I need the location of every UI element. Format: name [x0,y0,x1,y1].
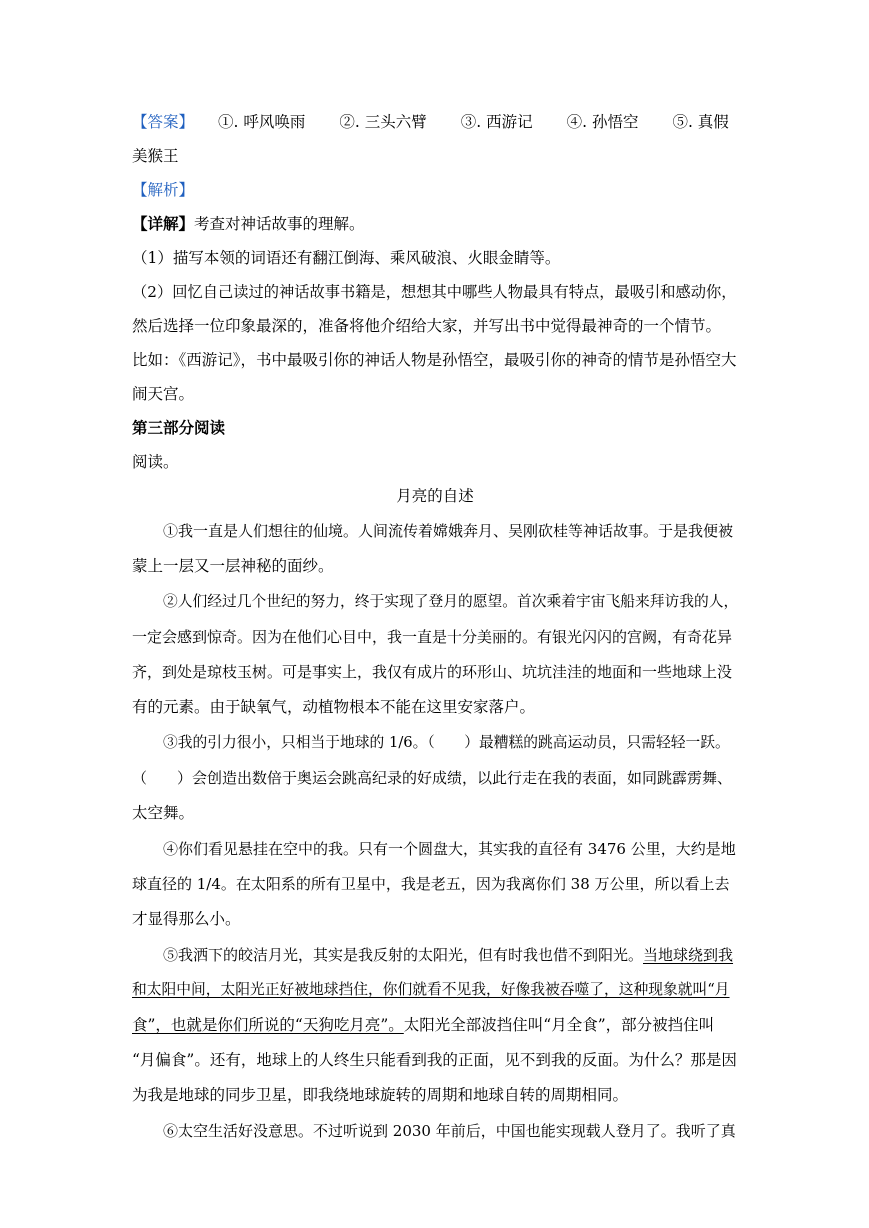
article-p1-line-1: ①我一直是人们想往的仙境。人间流传着嫦娥奔月、吴刚砍桂等神话故事。于是我便被 [163,522,734,540]
article-p2-line-4: 有的元素。由于缺氧气，动植物根本不能在这里安家落户。 [132,698,536,716]
article-p5-line-2-underlined: 和太阳中间，太阳光正好被地球挡住，你们就看不见我，好像我被吞噬了，这种现象就叫“月 [132,981,730,998]
article-p4-line-2: 球直径的 1/4。在太阳系的所有卫星中，我是老五，因为我离你们 38 万公里，所以看上去 [132,875,730,893]
detail-example-line-2: 闹天宫。 [132,385,195,403]
section-instruction: 阅读。 [132,453,179,471]
article-p5-line-3 [132,1015,738,1035]
detail-point-1: （1）描写本领的词语还有翻江倒海、乘风破浪、火眼金睛等。 [132,249,561,267]
article-p5-line-5: 为我是地球的同步卫星，即我绕地球旋转的周期和地球自转的周期相同。 [132,1086,629,1104]
answer-item-2: ②. 三头六臂 [339,113,427,131]
analysis-label: 【解析】 [132,181,195,199]
article-p2-line-1: ②人们经过几个世纪的努力，终于实现了登月的愿望。首次乘着宇宙飞船来拜访我的人， [163,593,739,610]
section-title: 第三部分阅读 [132,418,226,437]
article-p3-line-3: 太空舞。 [132,804,195,822]
article-p4-line-1: ④你们看见悬挂在空中的我。只有一个圆盘大，其实我的直径有 3476 公里，大约是地 [163,840,736,858]
answer-item-5: ⑤. 真假 [672,113,729,131]
article-p5-line-4: “月偏食”。还有，地球上的人终生只能看到我的正面，见不到我的反面。为什么？那是因 [132,1051,737,1069]
detail-label: 【详解】 [132,214,195,233]
detail-text: 考查对神话故事的理解。 [194,215,365,233]
article-p4-line-3: 才显得那么小。 [132,910,241,928]
answer-item-3: ③. 西游记 [460,113,533,131]
article-p5-line-3-plain: 太阳光全部波挡住叫“月全食”，部分被挡住叫 [403,1016,715,1034]
article-p3-line-1: ③我的引力很小，只相当于地球的 1/6。（ ）最糟糕的跳高运动员，只需轻轻一跃。 [163,734,730,751]
answer-wrap: 美猴王 [132,147,179,165]
answer-item-4: ④. 孙悟空 [566,113,639,131]
detail-example-line-1: 比如：《西游记》，书中最吸引你的神话人物是孙悟空，最吸引你的神奇的情节是孙悟空大 [132,351,737,369]
article-p2-line-3: 齐，到处是琼枝玉树。可是事实上，我仅有成片的环形山、坑坑洼洼的地面和一些地球上没 [132,663,733,681]
article-p5-line-1 [132,945,738,965]
detail-row [132,214,738,234]
article-p3-line-2: （ ）会创造出数倍于奥运会跳高纪录的好成绩，以此行走在我的表面，如同跳霹雳舞、 [132,769,733,787]
article-p5-line-1-underlined: 当地球绕到我 [643,946,734,964]
article-p5-line-3-underlined: 食”，也就是你们所说的“天狗吃月亮”。 [132,1016,404,1034]
article-p6-line-1: ⑥太空生活好没意思。不过听说到 2030 年前后，中国也能实现载人登月了。我听了真 [163,1122,736,1140]
article-title: 月亮的自述 [396,487,474,505]
article-p2-line-2: 一定会感到惊奇。因为在他们心目中，我一直是十分美丽的。有银光闪闪的宫阙，有奇花异 [132,628,733,646]
article-p5-line-1-plain: ⑤我洒下的皎洁月光，其实是我反射的太阳光，但有时我也借不到阳光。 [163,946,644,964]
answer-label: 【答案】 [132,113,195,131]
answer-row [132,112,738,132]
answer-item-1: ①. 呼风唤雨 [218,113,306,131]
detail-point-2-line-1: （2）回忆自己读过的神话故事书籍是，想想其中哪些人物最具有特点，最吸引和感动你， [132,283,737,301]
detail-point-2-line-2: 然后选择一位印象最深的，准备将他介绍给大家，并写出书中觉得最神奇的一个情节。 [132,317,722,335]
article-p1-line-2: 蒙上一层又一层神秘的面纱。 [132,557,334,575]
